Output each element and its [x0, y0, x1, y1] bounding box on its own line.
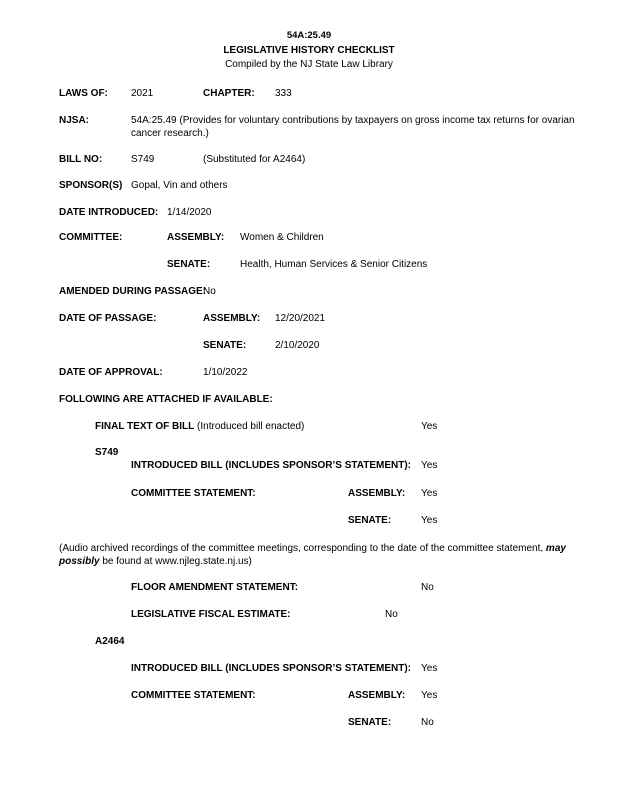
document-title: LEGISLATIVE HISTORY CHECKLIST — [223, 45, 395, 56]
laws-of-label: LAWS OF: — [59, 88, 108, 99]
amended-label: AMENDED DURING PASSAGE: — [59, 286, 207, 297]
audio-note-possibly: possibly — [59, 556, 100, 567]
s749-assembly-label: ASSEMBLY: — [348, 488, 406, 499]
sponsors-label: SPONSOR(S) — [59, 180, 123, 191]
s749-introduced-value: Yes — [421, 460, 438, 471]
final-text-row — [95, 421, 304, 432]
committee-senate-label: SENATE: — [167, 259, 211, 270]
a2464-assembly-label: ASSEMBLY: — [348, 690, 406, 701]
passage-senate-value: 2/10/2020 — [275, 340, 320, 351]
floor-amendment-value: No — [421, 582, 434, 593]
date-introduced-value: 1/14/2020 — [167, 207, 212, 218]
floor-amendment-label: FLOOR AMENDMENT STATEMENT: — [131, 582, 299, 593]
a2464-assembly-value: Yes — [421, 690, 438, 701]
bill-substitution-note: (Substituted for A2464) — [203, 154, 306, 165]
s749-senate-label: SENATE: — [348, 515, 392, 526]
njsa-line-2: cancer research.) — [131, 128, 209, 139]
amended-value: No — [203, 286, 216, 297]
a2464-senate-label: SENATE: — [348, 717, 392, 728]
final-text-label: FINAL TEXT OF BILL — [95, 421, 195, 432]
final-text-note: (Introduced bill enacted) — [197, 421, 305, 432]
bill-no-value: S749 — [131, 154, 155, 165]
audio-archive-note — [59, 542, 594, 568]
s749-assembly-value: Yes — [421, 488, 438, 499]
sponsors-value: Gopal, Vin and others — [131, 180, 228, 191]
s749-senate-value: Yes — [421, 515, 438, 526]
date-of-approval-label: DATE OF APPROVAL: — [59, 367, 163, 378]
attached-heading: FOLLOWING ARE ATTACHED IF AVAILABLE: — [59, 394, 273, 405]
fiscal-estimate-label: LEGISLATIVE FISCAL ESTIMATE: — [131, 609, 291, 620]
a2464-introduced-label: INTRODUCED BILL (INCLUDES SPONSOR’S STATEMENT): — [131, 663, 411, 674]
a2464-introduced-value: Yes — [421, 663, 438, 674]
s749-committee-label: COMMITTEE STATEMENT: — [131, 488, 256, 499]
date-introduced-label: DATE INTRODUCED: — [59, 207, 159, 218]
chapter-label: CHAPTER: — [203, 88, 255, 99]
committee-label: COMMITTEE: — [59, 232, 123, 243]
date-of-passage-label: DATE OF PASSAGE: — [59, 313, 157, 324]
passage-assembly-label: ASSEMBLY: — [203, 313, 261, 324]
passage-senate-label: SENATE: — [203, 340, 247, 351]
bill-no-label: BILL NO: — [59, 154, 103, 165]
committee-senate-value: Health, Human Services & Senior Citizens — [240, 259, 428, 270]
njsa-line-1: 54A:25.49 (Provides for voluntary contributions by taxpayers on gross income tax returns for ovarian — [131, 115, 575, 126]
a2464-senate-value: No — [421, 717, 434, 728]
audio-note-part-2: be found at www.njleg.state.nj.us) — [99, 556, 252, 567]
a2464-committee-label: COMMITTEE STATEMENT: — [131, 690, 256, 701]
committee-assembly-value: Women & Children — [240, 232, 324, 243]
audio-note-part-1: (Audio archived recordings of the committee meetings, corresponding to the date of the committee statement, — [59, 543, 546, 554]
passage-assembly-value: 12/20/2021 — [275, 313, 326, 324]
fiscal-estimate-value: No — [385, 609, 398, 620]
final-text-value: Yes — [421, 421, 438, 432]
s749-introduced-label: INTRODUCED BILL (INCLUDES SPONSOR’S STATEMENT): — [131, 460, 411, 471]
section-number: 54A:25.49 — [286, 30, 332, 41]
a2464-heading: A2464 — [95, 636, 125, 647]
s749-heading: S749 — [95, 447, 119, 458]
njsa-label: NJSA: — [59, 115, 90, 126]
date-of-approval-value: 1/10/2022 — [203, 367, 248, 378]
audio-note-may: may — [545, 543, 566, 554]
chapter-value: 333 — [275, 88, 292, 99]
committee-assembly-label: ASSEMBLY: — [167, 232, 225, 243]
laws-of-value: 2021 — [131, 88, 154, 99]
compiled-by: Compiled by the NJ State Law Library — [225, 59, 393, 70]
